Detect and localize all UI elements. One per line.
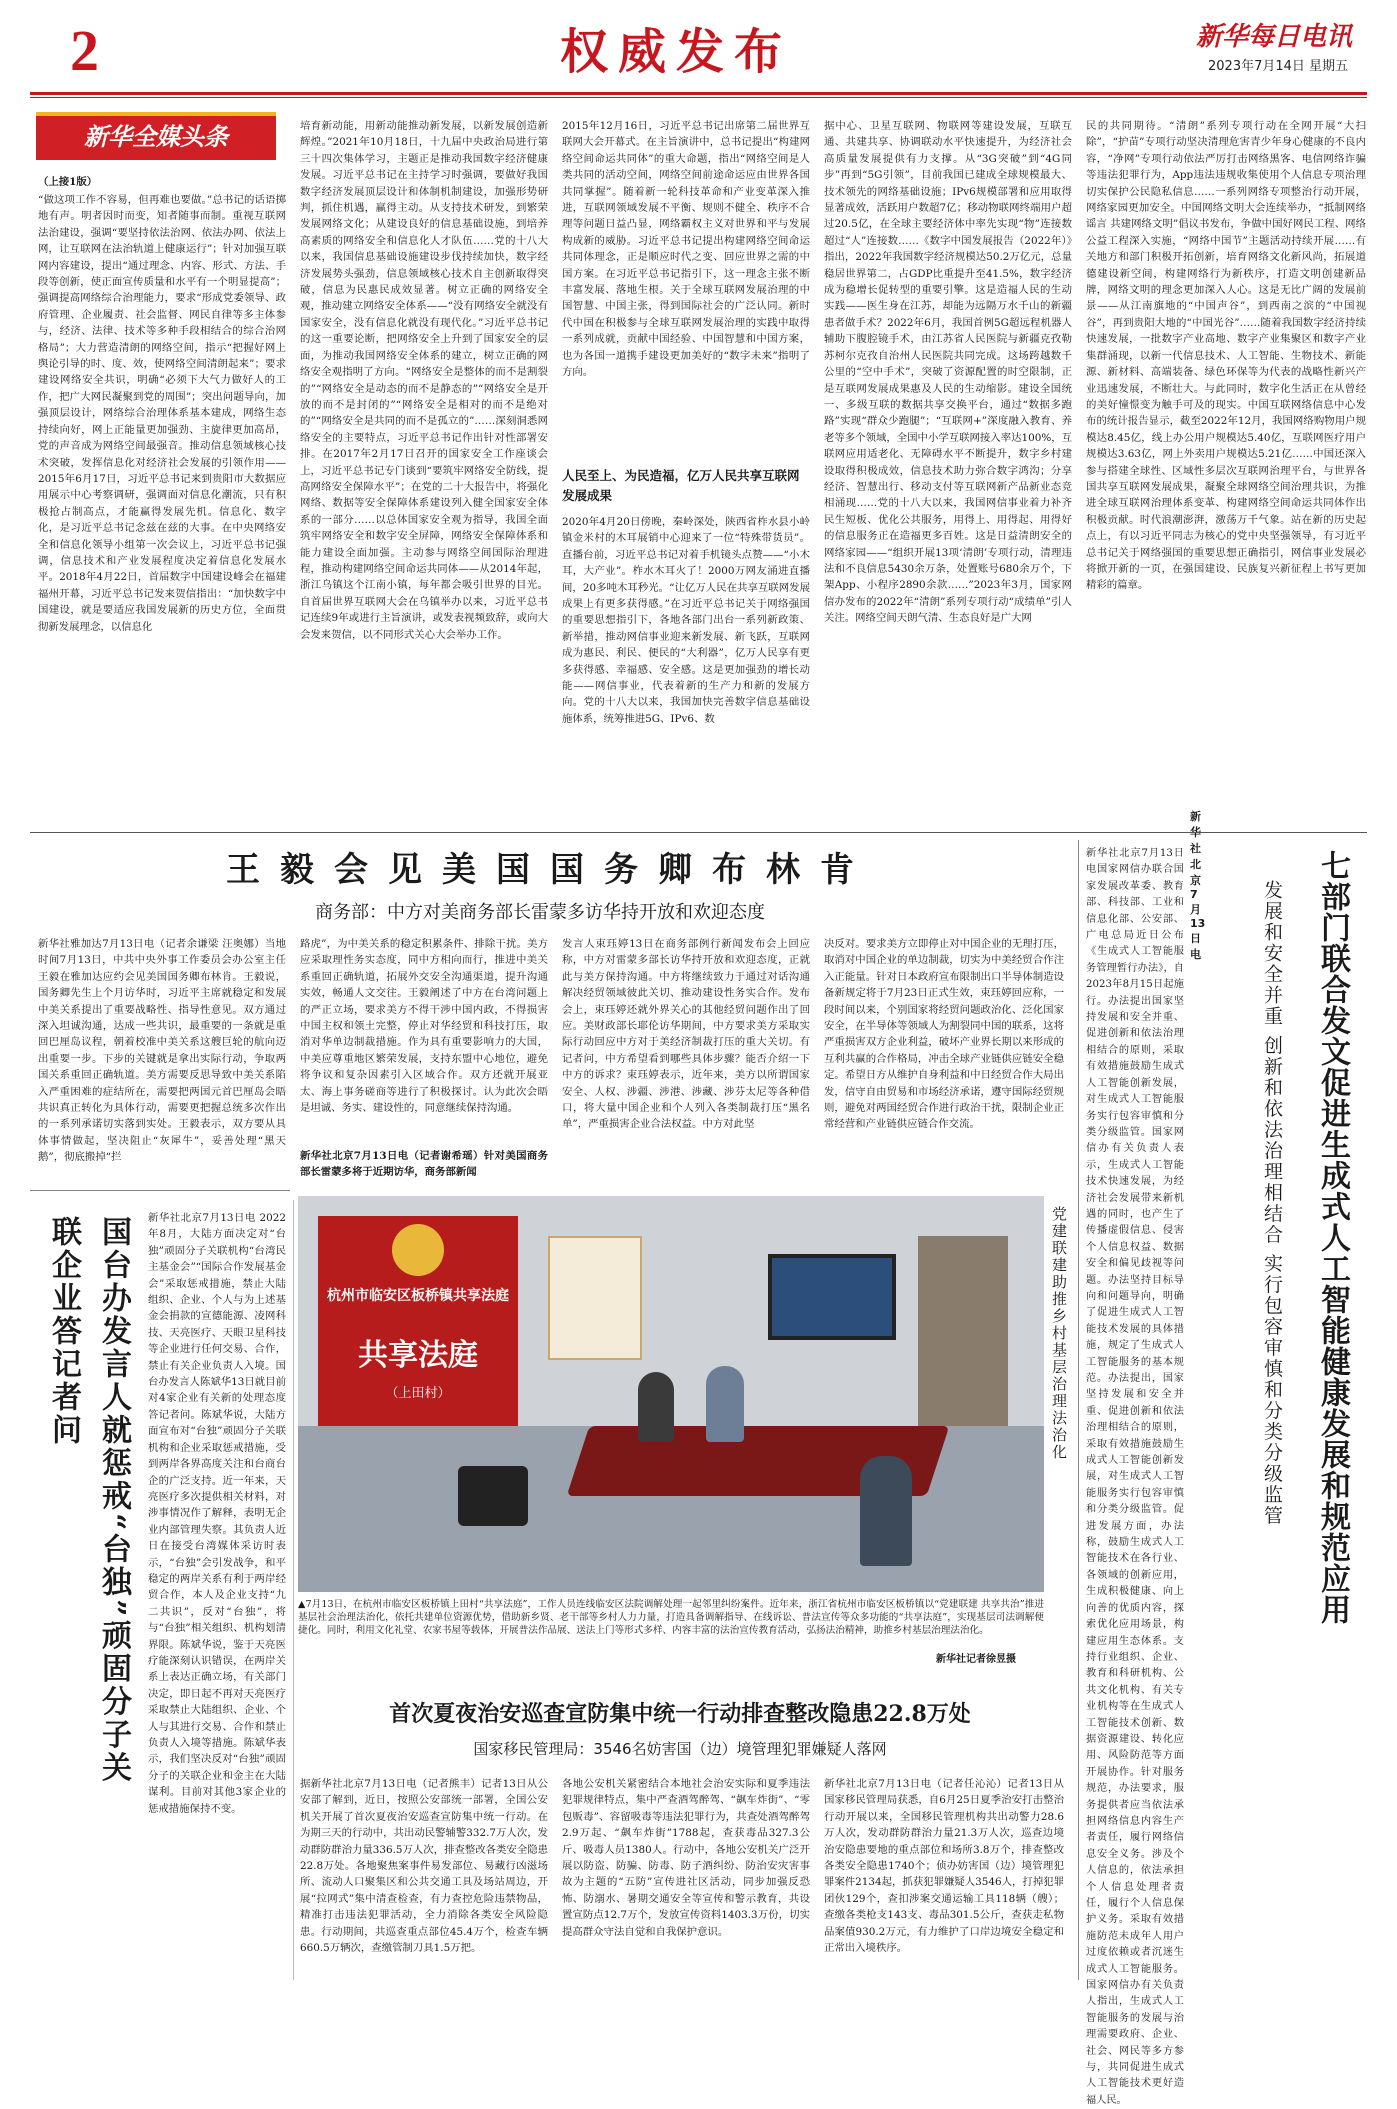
top-story-byline: 新华社北京7月13日电	[1190, 810, 1206, 961]
security-col-3: 新华社北京7月13日电（记者任沁沁）记者13日从国家移民管理局获悉，自6月25日夏季治安打击整治行动开展以来，全国移民管理机构共出动警力28.6万人次，发动群防群治力量21.3万人次，巡查边境治安隐患要地的重点部位和场所3.8万个，排查整改各类安全隐患1740个；侦办妨害国（边）境管理犯罪案件2134起，抓获犯罪嫌疑人3546人，打掉犯罪团伙129个，查扣涉案交通运输工具118辆（艘）；查缴各类枪支143支、毒品301.5公斤，查获走私物品案值930.2万元，有力维护了口岸边境安全稳定和正常出入境秩序。	[824, 1778, 1064, 1955]
issue-date: 2023年7月14日 星期五	[1208, 59, 1349, 74]
top-story-col-1: “做这项工作不容易，但再难也要做。”总书记的话语掷地有声。明者因时而变，知者随事而制。重视互联网法治建设，强调“要坚持依法治网、依法办网、依法上网，让互联网在法治轨道上健康运行”；针对加强互联网内容建设，提出“通过理念、内容、形式、方法、手段等创新，使正面宣传质量和水平有一个明显提高”；强调提高网络综合治理能力，要求“形成党委领导、政府管理、企业履责、社会监督、网民自律等多主体参与，经济、法律、技术等多种手段相结合的综合治网格局”；大力营造清朗的网络空间，指示“把握好网上舆论引导的时、度、效，使网络空间清朗起来”；要求建设网络安全共识，明确“必须下大气力做好人的工作，把广大网民凝聚到党的周围”；突出问题导向，加强顶层设计，网络综合治理体系基本建成，网络生态持续向好，网上正能量更加强劲、主旋律更加高昂，党的声音成为网络空间最强音。推动信息领域核心技术突破，发挥信息化对经济社会发展的引领作用——2015年6月17日，习近平总书记来到贵阳市大数据应用展示中心考察调研，强调面对信息化潮流，只有积极抢占制高点，才能赢得发展先机。信息化、数字化，是习近平总书记念兹在兹的大事。在中央网络安全和信息化领导小组第一次会议上，习近平总书记强调，信息技术和产业发展程度决定着信息化发展水平。2018年4月22日，首届数字中国建设峰会在福建福州开幕，习近平总书记发来贺信指出：“加快数字中国建设，就是要适应我国发展新的历史方位，全面贯彻新发展理念，以信息化	[38, 194, 286, 633]
tv-screen	[768, 1254, 896, 1340]
person-1	[638, 1372, 674, 1442]
top-story-col-3b: 2020年4月20日傍晚，秦岭深处，陕西省柞水县小岭镇金米村的木耳展销中心迎来了一位“特殊带货员”。直播台前，习近平总书记对着手机镜头点赞——“小木耳，大产业”。柞水木耳火了！2000万网友涌进直播间，20多吨木耳秒光。“让亿万人民在共享互联网发展成果上有更多获得感。”在习近平总书记关于网络强国的重要思想指引下，各地各部门出台一系列新政策、新举措，推动网信事业迎来新发展、新飞跃，互联网成为惠民、利民、便民的“大利器”，亿万人民享有更多获得感、幸福感、安全感。这是更加强劲的增长动能——网信事业，代表着新的生产力和新的发展方向。党的十八大以来，我国加快完善数字信息基础设施体系，统筹推进5G、IPv6、数	[562, 516, 810, 725]
notice-board	[548, 1236, 642, 1360]
wangyi-subheadline: 商务部：中方对美商务部长雷蒙多访华持开放和欢迎态度	[315, 902, 765, 923]
wangyi-col-3: 发言人束珏婷13日在商务部例行新闻发布会上回应称，中方对雷蒙多部长访华持开放和欢迎态度，正就此与美方保持沟通。中方将继续致力于通过对话沟通解决经贸领域彼此关切、推动建设性务实合作。发布会上，束珏婷还就外界关心的其他经贸问题作出了回应。美财政部长耶伦访华期间，中方要求美方采取实际行动回应中方对于美经济制裁打压的重大关切。有记者问，中方希望看到哪些具体步骤？能否介绍一下中方的诉求？束珏婷表示，近年来，美方以所谓国家安全、人权、涉疆、涉港、涉藏、涉芬太尼等各种借口，将大量中国企业和个人列入各类制裁打压“黑名单”，严重损害企业合法权益。中方对此坚	[562, 938, 810, 1131]
top-story-col-5: 民的共同期待。“清朗”系列专项行动在全网开展“大扫除”，“护苗”专项行动坚决清理危害青少年身心健康的不良内容，“净网”专项行动依法严厉打击网络黑客、电信网络诈骗等违法犯罪行为，App违法违规收集使用个人信息专项治理切实保护公民隐私信息……一系列网络专项整治行动开展，网络家园更加安全。中国网络文明大会连续举办，“抵制网络谣言 共建网络文明”倡议书发布，争做中国好网民工程、网络公益工程深入实施，“网络中国节”主题活动持续开展……有关地方和部门积极开拓创新，培育网络文化新风尚，拓展道德建设新空间，构建网络行为新秩序，打造文明创建新品牌，网络文明的理念更加深入人心。这是无比广阔的发展前景——从江南旗地的“中国声谷”，到西南之滨的“中国视谷”，再到贵阳大地的“中国光谷”……随着我国数字经济持续快速发展，一批数字产业高地、数字产业集聚区和数字产业集群涌现，以新一代信息技术、人工智能、生物技术、新能源、新材料、高端装备、绿色环保等为代表的战略性新兴产业迅速发展，不断壮大。与此同时，数字化生活正在从曾经的美好憧憬变为触手可及的现实。中国互联网络信息中心发布的统计报告显示，截至2022年12月，我国网络购物用户规模达8.45亿，线上办公用户规模达5.40亿，互联网医疗用户规模达3.63亿，网上外卖用户规模达5.21亿……中国还深入参与搭建全球性、区域性多层次互联网治理平台，与世界各国共享互联网发展成果，凝聚全球网络空间治理共识，为推进全球互联网治理体系变革、构建网络空间命运共同体作出积极贡献。时代浪潮澎湃，激荡万千气象。站在新的历史起点上，有以习近平同志为核心的党中央坚强领导，有习近平总书记关于网络强国的重要思想正确指引，网信事业发展必将掀开新的一页，在强国建设、民族复兴新征程上书写更加精彩的篇章。	[1086, 120, 1366, 592]
top-story-col-4: 据中心、卫星互联网、物联网等建设发展，互联互通、共建共享、协调联动水平快速提升，为经济社会高质量发展提供有力支撑。从“3G突破”到“4G同步”再到“5G引领”，目前我国已建成全球规模最大、技术领先的网络基础设施；IPv6规模部署和应用取得显著成效，活跃用户数超7亿；移动物联网终端用户超过20.5亿，在全球主要经济体中率先实现“物”连接数超过“人”连接数……《数字中国发展报告（2022年）》指出，2022年我国数字经济规模达50.2万亿元，总量稳居世界第二，占GDP比重提升至41.5%，数字经济成为稳增长促转型的重要引擎。这是造福人民的生动实践——医生身在江苏，却能为远隔万水千山的新疆患者做手术？2022年6月，我国首例5G超远程机器人辅助下腹腔镜手术，由江苏省人民医院与新疆克孜勒苏柯尔克孜自治州人民医院共同完成。这场跨越数千公里的“空中手术”，突破了资源配置的时空限制，正是互联网发展成果惠及人民的生动缩影。建设全国统一、多级互联的数据共享交换平台，通过“数据多跑路”实现“群众少跑腿”；“互联网+”深度融入教育、养老等多个领域，全国中小学互联网接入率达100%，互联网应用适老化、无障碍水平不断提升，数字乡村建设取得积极成效，信息技术助力弥合数字鸿沟；分享经济、智慧出行、移动支付等互联网新产品新业态竞相涌现……党的十八大以来，我国网信事业着力补齐民生短板、优化公共服务，用得上、用得起、用得好的信息服务正在造福更多百姓。这是日益清朗安全的网络家园——“组织开展13项‘清朗’专项行动，清理违法和不良信息5430余万条，处置账号680余万个，下架App、小程序2890余款……”2023年3月，国家网信办发布的2022年“清朗”系列专项行动“成绩单”引人关注。网络空间天朗气清、生态良好是广大网	[824, 120, 1072, 625]
taiwan-story-body: 新华社北京7月13日电 2022年8月，大陆方面决定对“台独”顽固分子关联机构“台湾民主基金会”“国际合作发展基金会”采取惩戒措施，禁止大陆组织、企业、个人与为上述基金会捐款的宣德能源、凌网科技、天亮医疗、天眼卫星科技等企业进行任何交易、合作，禁止有关企业负责人入境。国台办发言人陈斌华13日就目前对4家企业有关新的处理态度答记者问。陈斌华说，大陆方面宣布对“台独”顽固分子关联机构和企业采取惩戒措施，受到两岸各界高度关注和台商台企的广泛支持。近一年来，天亮医疗多次提供相关材料，对涉事情况作了解释，表明无企业内部管理失察。其负责人近日在接受台湾媒体采访时表示，“台独”会引发战争，和平稳定的两岸关系有利于两岸经贸合作，本人及企业支持“九二共识”，反对“台独”，将与“台独”相关组织、机构划清界限。陈斌华说，鉴于天亮医疗能深刻认识错误，在两岸关系上表达正确立场，有关部门决定，即日起不再对天亮医疗采取禁止大陆组织、企业、个人与其进行交易、合作和禁止负责人入境等措施。陈斌华表示，我们坚决反对“台独”顽固分子的关联企业和金主在大陆谋利。目前对其他3家企业的惩戒措施保持不变。	[148, 1212, 286, 1815]
col-hairline	[293, 1200, 294, 1980]
court-sign-text: 杭州市临安区板桥镇共享法庭	[327, 1288, 509, 1304]
masthead-rule-thin	[30, 97, 1367, 98]
ai-story-subheadline: 发展和安全并重 创新和依法治理相结合 实行包容审慎和分类分级监管	[1261, 880, 1283, 1527]
security-col-2: 各地公安机关紧密结合本地社会治安实际和夏季违法犯罪规律特点，集中严查酒驾醉驾、“飙车炸街”、“零包贩毒”、容留吸毒等违法犯罪行为，共查处酒驾醉驾2.9万起、“飙车炸街”1788起，查获毒品327.3公斤、吸毒人员1380人。行动中，各地公安机关广泛开展以防盗、防骗、防毒、防子酒纠纷、防治安灾害事故为主题的“五防”宣传进社区活动，同步加强反恐怖、防溺水、暑期交通安全等宣传和警示教育，共设置宣防点12.7万个，发放宣传资料1403.3万份，切实提高群众守法自觉和自我保护意识。	[562, 1778, 810, 1938]
taiwan-headline: 国台办发言人就惩戒“台独”顽固分子关联企业答记者问	[46, 1216, 131, 1785]
page-number: 2	[70, 18, 99, 83]
person-2	[706, 1366, 744, 1442]
door	[918, 1236, 1008, 1426]
security-col-1: 据新华社北京7月13日电（记者熊丰）记者13日从公安部了解到，近日，按照公安部统一部署，全国公安机关开展了首次夏夜治安巡查宣防集中统一行动。在为期三天的行动中，共出动民警辅警332.7万人次，发动群防群治力量336.5万人次，排查整改各类安全隐患22.8万处。各地聚焦案事件易发部位、易藏行凶滋场所、流动人口聚集区和公共交通工具及场站周边，开展“拉网式”集中清查检查，有力查控危险违禁物品，精准打击违法犯罪活动，全力消除各类安全风险隐患。行动期间，共巡查重点部位45.4万个，检查车辆660.5万辆次，查缴管制刀具1.5万把。	[300, 1778, 548, 1955]
wangyi-headline: 王毅会见美国国务卿布林肯	[226, 850, 874, 890]
taiwan-divider	[30, 1190, 290, 1191]
ai-story-body: 新华社北京7月13日电国家网信办联合国家发展改革委、教育部、科技部、工业和信息化部、公安部、广电总局近日公布《生成式人工智能服务管理暂行办法》，自2023年8月15日起施行。办法提出国家坚持发展和安全并重、促进创新和依法治理相结合的原则，采取有效措施鼓励生成式人工智能创新发展，对生成式人工智能服务实行包容审慎和分类分级监管。国家网信办有关负责人表示，生成式人工智能技术快速发展，为经济社会发展带来新机遇的同时，也产生了传播虚假信息、侵害个人信息权益、数据安全和偏见歧视等问题。办法坚持目标导向和问题导向，明确了促进生成式人工智能技术发展的具体措施，规定了生成式人工智能服务的基本规范。办法提出，国家坚持发展和安全并重、促进创新和依法治理相结合的原则，采取有效措施鼓励生成式人工智能创新发展，对生成式人工智能服务实行包容审慎和分类分级监管。促进发展方面，办法称，鼓励生成式人工智能技术在各行业、各领域的创新应用，生成积极健康、向上向善的优质内容，探索优化应用场景，构建应用生态体系。支持行业组织、企业、教育和科研机构、公共文化机构、有关专业机构等在生成式人工智能技术创新、数据资源建设、转化应用、风险防范等方面开展协作。针对服务规范，办法要求，服务提供者应当依法承担网络信息内容生产者责任，履行网络信息安全义务。涉及个人信息的，依法承担个人信息处理者责任，履行个人信息保护义务。采取有效措施防范未成年人用户过度依赖或者沉迷生成式人工智能服务。国家网信办有关负责人指出，生成式人工智能服务的发展与治理需要政府、企业、社会、网民等多方参与，共同促进生成式人工智能技术更好造福人民。	[1086, 848, 1184, 2106]
court-sign	[318, 1216, 518, 1426]
photo-credit: 新华社记者徐昱摄	[936, 1654, 1016, 1665]
continuation-note: （上接1版）	[38, 176, 98, 188]
section-divider	[30, 832, 1367, 833]
photo-caption: ▲7月13日，在杭州市临安区板桥镇上田村“共享法庭”，工作人员连线临安区法院调解处理一起邻里纠纷案件。近年来，浙江省杭州市临安区板桥镇以“党建联建 共享共治”推进基层社会治理法治化，依托共建单位资源优势，借助新乡贤、老干部等乡村人力力量，打造具备调解指导、在线诉讼、普法宣传等众多功能的“共享法庭”，实现基层司法调解便捷化。同时，利用文化礼堂、农家书屋等载体，开展普法作品展、送法上门等形式多样、内容丰富的法治宣传教育活动，弘扬法治精神，助推乡村基层治理法治化。	[298, 1599, 1044, 1636]
chairs	[458, 1466, 528, 1526]
wangyi-col-1: 新华社雅加达7月13日电（记者余谦梁 汪奥娜）当地时间7月13日，中共中央外事工作委员会办公室主任王毅在雅加达应约会见美国国务卿布林肯。王毅说，国务卿先生上个月访华时，习近平主席就稳定和发展中美关系提出了重要战略性、指导性意见。双方通过深入坦诚沟通，达成一些共识，最重要的一条就是重回巴厘岛议程，朝着校准中美关系这艘巨轮的航向迈出重要一步。下步的关键就是拿出实际行动，争取两国关系重回正确轨道。美方需要反思导致中美关系陷入严重困难的症结所在，需要把两国元首巴厘岛会晤共识真正转化为具体行动，需要更把握总统多次作出的一系列承诺切实落到实处。王毅表示，双方要从具体事情做起，坚决阻止“灰犀牛”，妥善处理“黑天鹅”，彻底搬掉“拦	[38, 938, 286, 1164]
court-sign-subtext: （上田村）	[385, 1386, 451, 1401]
security-subheadline: 国家移民管理局：3546名妨害国（边）境管理犯罪嫌疑人落网	[473, 1740, 887, 1758]
banner-label: 新华全媒头条	[84, 122, 228, 151]
ai-story-divider	[1078, 840, 1079, 1980]
section-title: 权威发布	[560, 24, 793, 80]
person-3	[860, 1456, 912, 1566]
top-story-subhead: 人民至上、为民造福，亿万人民共享互联网发展成果	[562, 468, 800, 503]
xinhua-banner	[36, 112, 276, 160]
photo-side-caption: 党建联建助推乡村基层治理法治化	[1050, 1206, 1068, 1461]
wangyi-col-2: 路虎”，为中美关系的稳定积累条件、排除干扰。美方应采取理性务实态度，同中方相向而行，推进中美关系重回正确轨道，拓展外交安全沟通渠道，提升沟通实效，畅通人文交往。王毅阐述了中方在台湾问题上的严正立场，要求美方不得干涉中国内政，不得损害中国主权和领土完整，停止对华经贸和科技打压，取消对华单边制裁措施。作为具有重要影响力的大国，中美应尊重地区繁荣发展，支持东盟中心地位，避免将争议和复杂因素引入区域合作。双方还就开展亚太、海上事务磋商等进行了积极探讨。认为此次会晤是坦诚、务实、建设性的，同意继续保持沟通。	[300, 938, 548, 1115]
wangyi-col-4: 决反对。要求美方立即停止对中国企业的无理打压，取消对中国企业的单边制裁，切实为中美经贸合作注入正能量。针对日本政府宣布限制出口半导体制造设备新规定将于7月23日正式生效，束珏婷回应称，一段时间以来，个别国家将经贸问题政治化、泛化国家安全，在半导体等领域人为割裂同中国的联系，这将严重损害双方企业利益，破坏产业界长期以来形成的互利共赢的合作格局，冲击全球产业链供应链安全稳定。希望日方从维护自身利益和中日经贸合作大局出发，信守自由贸易和市场经济承诺，遵守国际经贸规则，避免对两国经贸合作进行政治干扰，限制企业正常经营和产业链供应链合作交流。	[824, 938, 1064, 1131]
top-story-col-3a: 2015年12月16日，习近平总书记出席第二届世界互联网大会开幕式。在主旨演讲中，总书记提出“构建网络空间命运共同体”的重大命题，指出“网络空间是人类共同的活动空间，网络空间前途命运应由世界各国共同掌握”。随着新一轮科技革命和产业变革深入推进，互联网领域发展不平衡、规则不健全、秩序不合理等问题日益凸显，网络霸权主义对世界和平与发展构成新的威胁。习近平总书记提出构建网络空间命运共同体理念，正是顺应时代之变、回应世界之需的中国方案。在习近平总书记指引下，这一理念主张不断丰富发展、落地生根。关于全球互联网发展治理的中国智慧、中国主张，得到国际社会的广泛认同。新时代中国在积极参与全球互联网发展治理的实践中取得一系列成就，贡献中国经验、中国智慧和中国方案，也为各国一道携手建设更加美好的“数字未来”指明了方向。	[562, 120, 810, 379]
court-screen-text: 共享法庭	[358, 1338, 478, 1373]
court-photo	[298, 1196, 1044, 1592]
masthead-rule	[30, 92, 1367, 95]
court-emblem	[392, 1224, 444, 1276]
wangyi-col-2-byline: 新华社北京7月13日电（记者谢希瑶）针对美国商务部长雷蒙多将于近期访华，商务部新闻	[300, 1150, 548, 1179]
top-story-col-2: 培育新动能，用新动能推动新发展，以新发展创造新辉煌。”2021年10月18日，十九届中央政治局进行第三十四次集体学习，主题正是推动我国数字经济健康发展。习近平总书记在主持学习时强调，要做好我国数字经济发展顶层设计和体制机制建设，加强形势研判，抓住机遇，赢得主动。从支持技术研发，到繁荣发展网络文化；从建设良好的信息基础设施，到培养高素质的网络安全和信息化人才队伍……党的十八大以来，我国信息基础设施建设步伐持续加快，数字经济发展势头强劲，信息领域核心技术自主创新取得突破，信息为民惠民成效显著。树立正确的网络安全观，推动建立网络安全体系——“没有网络安全就没有国家安全，没有信息化就没有现代化。”习近平总书记的这一重要论断，把网络安全上升到了国家安全的层面，为推动我国网络安全体系的建立，树立正确的网络安全观指明了方向。“网络安全是整体的而不是割裂的”“网络安全是动态的而不是静态的”“网络安全是开放的而不是封闭的”“网络安全是相对的而不是绝对的”“网络安全是共同的而不是孤立的”……深刻洞悉网络安全的主要特点，习近平总书记作出针对性部署安排。在2017年2月17日召开的国家安全工作座谈会上，习近平总书记专门谈到“要筑牢网络安全防线，提高网络安全保障水平”；在党的二十大报告中，将强化网络、数据等安全保障体系建设列入健全国家安全体系的一部分……以总体国家安全观为指导，我国全面筑牢网络安全和数字安全屏障，网络安全保障体系和能力建设全面加强。主动参与网络空间国际治理进程，推动构建网络空间命运共同体——从2014年起，浙江乌镇这个江南小镇，每年都会吸引世界的目光。自首届世界互联网大会在乌镇举办以来，习近平总书记连续9年或进行主旨演讲，或发表视频致辞，或向大会发来贺信，以不同形式关心大会举办工作。	[300, 120, 548, 641]
ai-story-headline: 七部门联合发文促进生成式人工智能健康发展和规范应用	[1315, 850, 1350, 1625]
security-headline: 首次夏夜治安巡查宣防集中统一行动排查整改隐患22.8万处	[389, 1701, 971, 1727]
paper-name: 新华每日电讯	[1196, 22, 1353, 52]
